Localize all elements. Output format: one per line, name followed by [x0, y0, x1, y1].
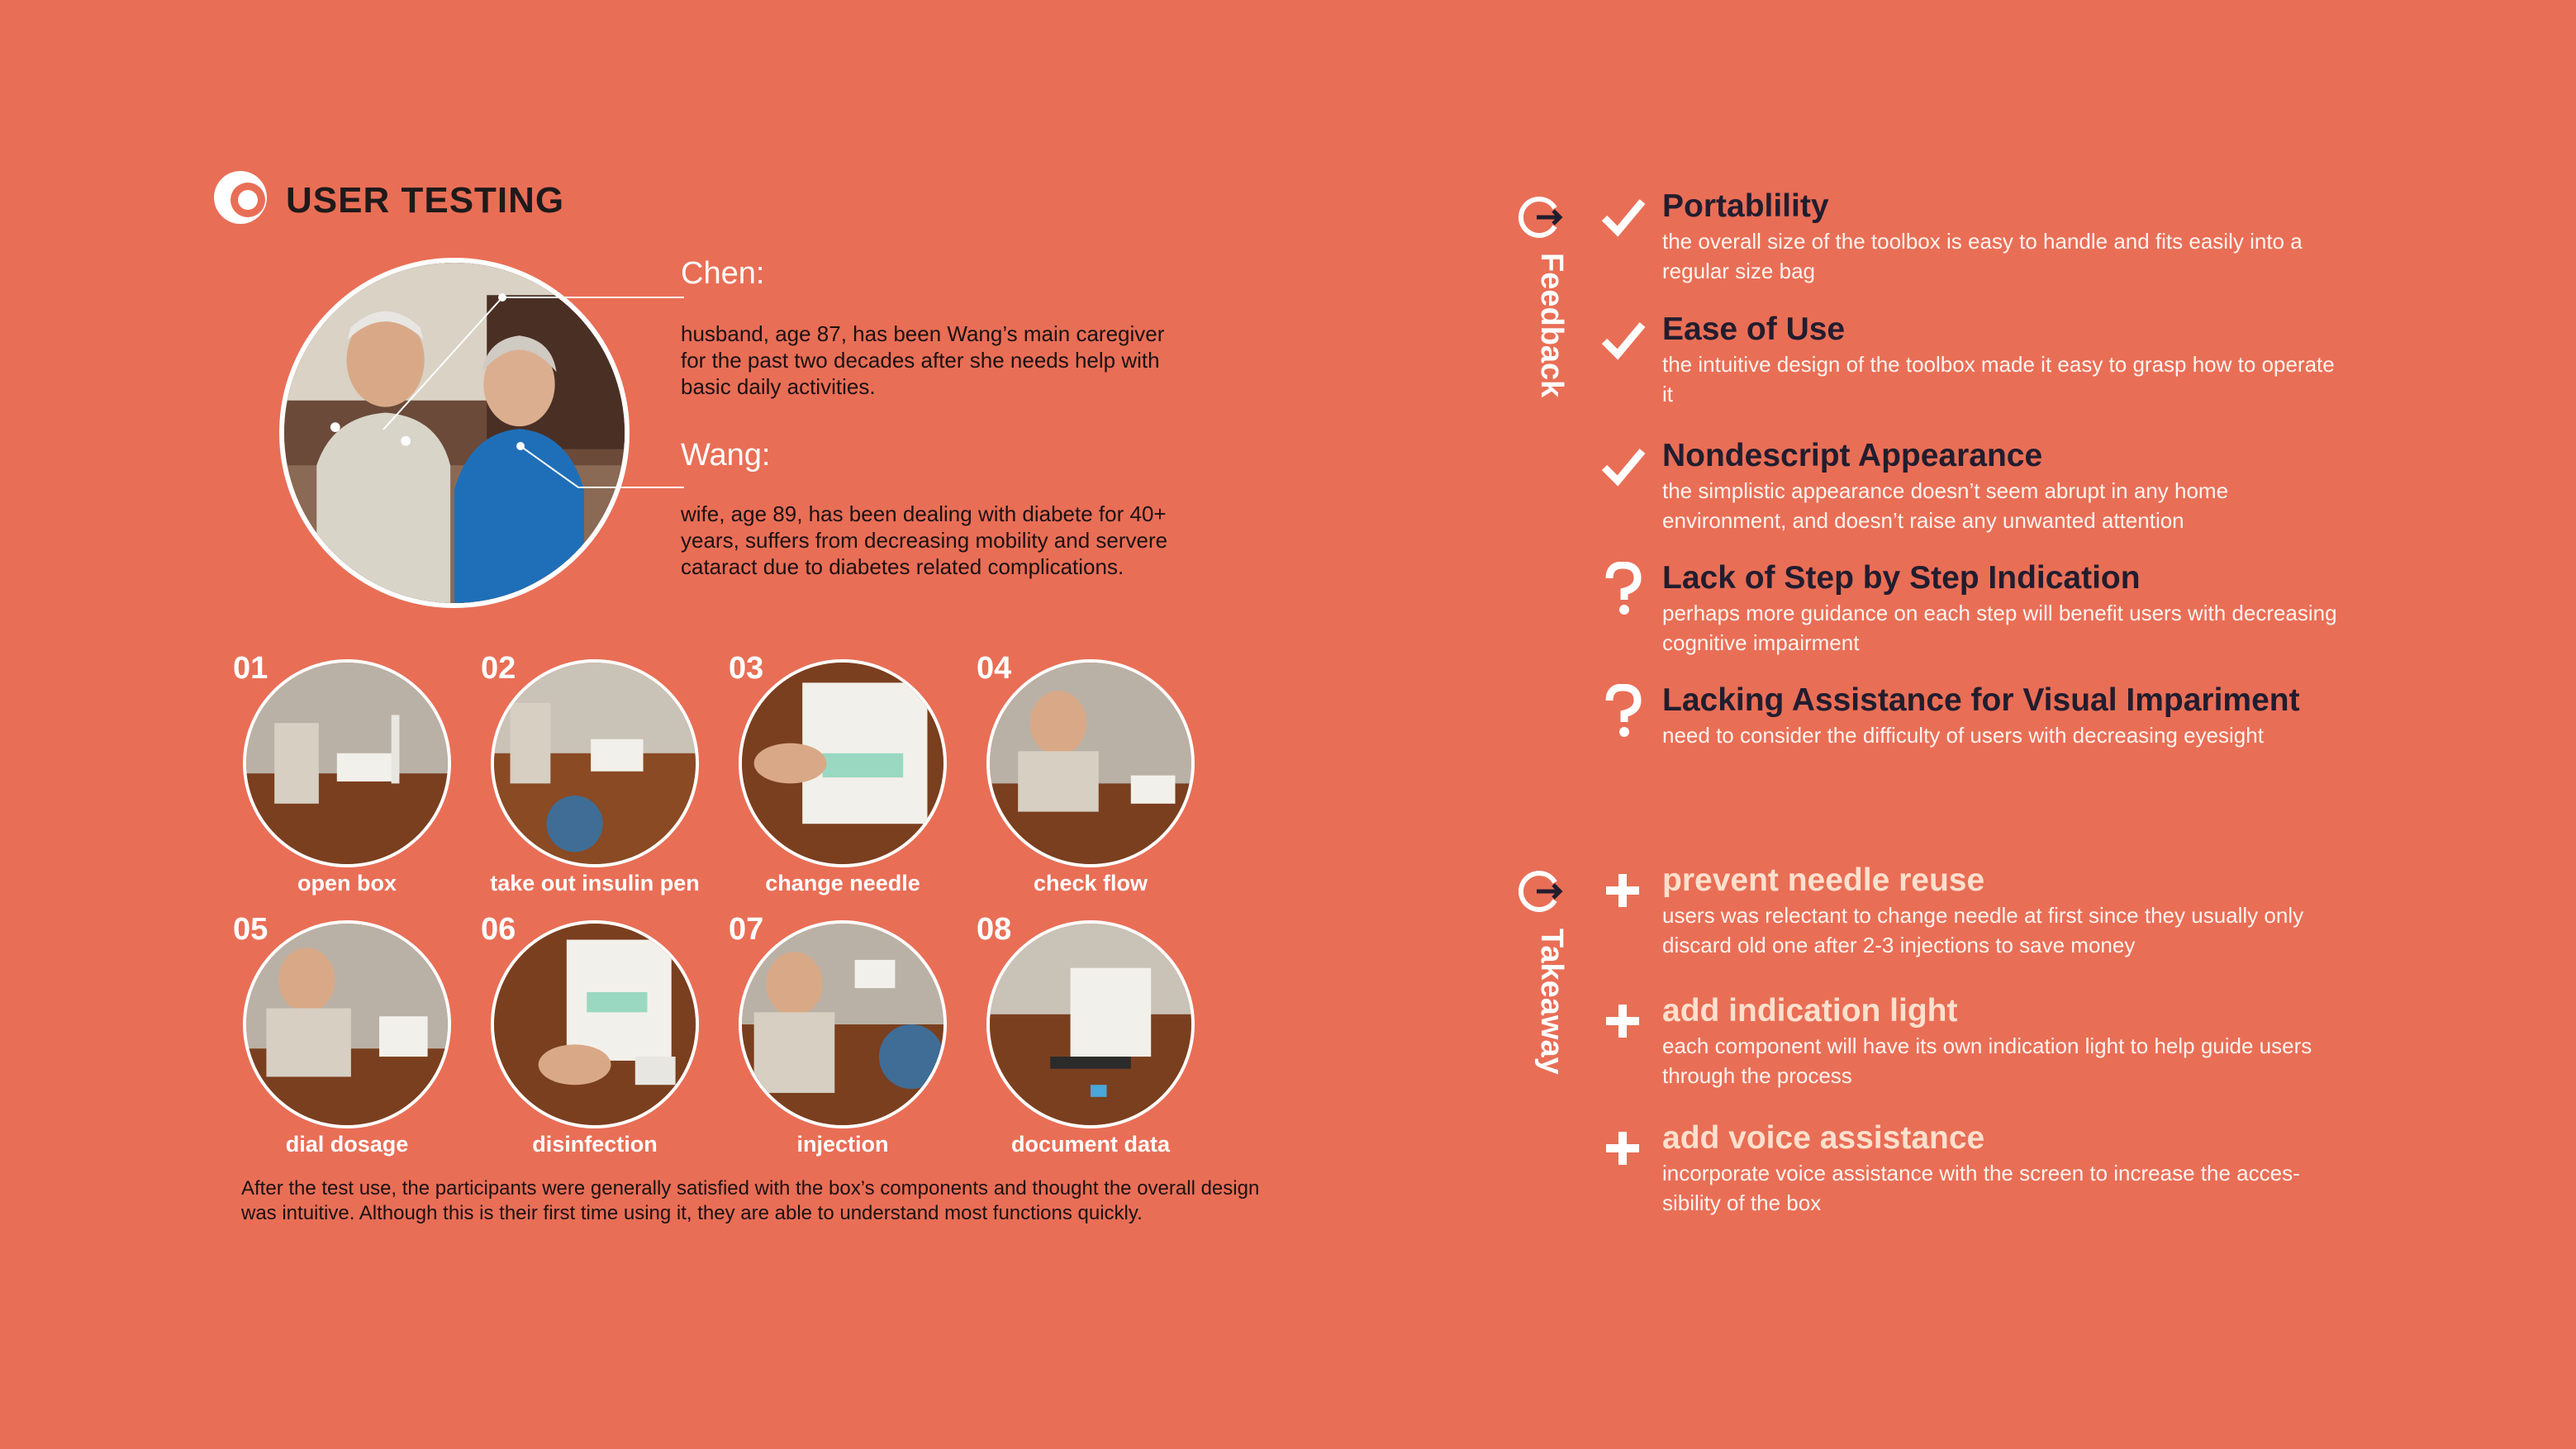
step-card — [481, 912, 697, 1168]
step-label: disinfection — [532, 1132, 658, 1157]
step-label: dial dosage — [285, 1132, 409, 1157]
check-icon — [1599, 190, 1646, 243]
question-icon — [1599, 562, 1646, 615]
step-photo — [986, 920, 1195, 1128]
step-number: 03 — [729, 651, 764, 686]
step-card — [729, 651, 945, 907]
feedback-item-text: perhaps more guidance on each step will benefit users with decreasing cognitive impairment — [1662, 601, 2337, 655]
step-label: change needle — [765, 871, 920, 896]
step-label: injection — [796, 1132, 889, 1157]
feedback-item-title: Nondescript Appearance — [1662, 438, 2043, 473]
step-photo — [986, 659, 1195, 867]
step-number: 06 — [481, 912, 516, 947]
step-label: check flow — [1033, 871, 1148, 896]
takeaway-item-title: prevent needle reuse — [1662, 862, 1985, 898]
feedback-item-title: Ease of Use — [1662, 311, 1846, 347]
step-card — [233, 912, 449, 1168]
step-photo — [739, 659, 947, 867]
feedback-item-title: Lack of Step by Step Indication — [1662, 560, 2141, 596]
takeaway-item-title: add voice assistance — [1662, 1120, 1985, 1156]
feedback-item-text: the intuitive design of the toolbox made it easy to grasp how to operate it — [1662, 352, 2335, 406]
participant-wang-description: wife, age 89, has been dealing with diabete for 40+ years, suffers from decreasing mobility and servere cataract due to diabetes related complications. — [681, 501, 1168, 579]
step-card — [729, 912, 945, 1168]
step-label: open box — [297, 871, 397, 896]
participant-wang-name: Wang: — [681, 438, 771, 473]
feedback-item-text: the simplistic appearance doesn’t seem abrupt in any home environment, and doesn’t raise any unwanted attention — [1662, 478, 2229, 533]
feedback-label: Feedback — [1534, 253, 1569, 398]
plus-icon — [1599, 1122, 1646, 1175]
takeaway-label: Takeaway — [1534, 929, 1569, 1075]
plus-icon — [1599, 995, 1646, 1048]
feedback-item-text: need to consider the difficulty of users with decreasing eyesight — [1662, 723, 2264, 748]
step-label: document data — [1010, 1132, 1171, 1157]
plus-icon — [1599, 864, 1646, 917]
step-number: 01 — [233, 651, 269, 686]
takeaway-item-text: incorporate voice assistance with the screen to increase the acces-sibility of the box — [1662, 1161, 2300, 1215]
takeaway-item-text: users was relectant to change needle at first since they usually only discard old one after 2-3 injections to save money — [1662, 903, 2304, 957]
step-number: 02 — [481, 651, 516, 686]
feedback-arrow-icon — [1519, 193, 1566, 241]
page-title: USER TESTING — [286, 180, 565, 221]
check-icon — [1599, 313, 1646, 366]
takeaway-arrow-icon — [1519, 867, 1566, 915]
step-card — [481, 651, 700, 907]
step-photo — [491, 920, 699, 1128]
step-label: take out insulin pen — [490, 871, 700, 896]
participant-chen-description: husband, age 87, has been Wang’s main caregiver for the past two decades after she needs help with basic daily activities. — [681, 321, 1165, 399]
feedback-item-title: Portablility — [1662, 188, 1829, 224]
question-icon — [1599, 684, 1646, 737]
step-card — [977, 912, 1193, 1168]
step-photo — [491, 659, 699, 867]
step-card — [977, 651, 1193, 907]
step-card — [233, 651, 449, 907]
check-icon — [1599, 439, 1646, 492]
feedback-item-text: the overall size of the toolbox is easy to handle and fits easily into a regular size bag — [1662, 229, 2303, 283]
takeaway-item-text: each component will have its own indication light to help guide users through the process — [1662, 1033, 2312, 1088]
step-photo — [243, 659, 451, 867]
step-number: 08 — [977, 912, 1012, 947]
feedback-item-title: Lacking Assistance for Visual Impariment — [1662, 682, 2300, 718]
step-number: 05 — [233, 912, 269, 947]
step-photo — [739, 920, 947, 1128]
step-number: 04 — [977, 651, 1012, 686]
participant-chen-name: Chen: — [681, 256, 765, 291]
takeaway-item-title: add indication light — [1662, 993, 1958, 1029]
test-summary: After the test use, the participants were generally satisfied with the box’s components and thought the overall design was intuitive. Although this is their first time using it, they are able to understand most functions quickly. — [241, 1177, 1260, 1224]
step-photo — [243, 920, 451, 1128]
step-number: 07 — [729, 912, 764, 947]
logo-icon — [211, 169, 269, 226]
